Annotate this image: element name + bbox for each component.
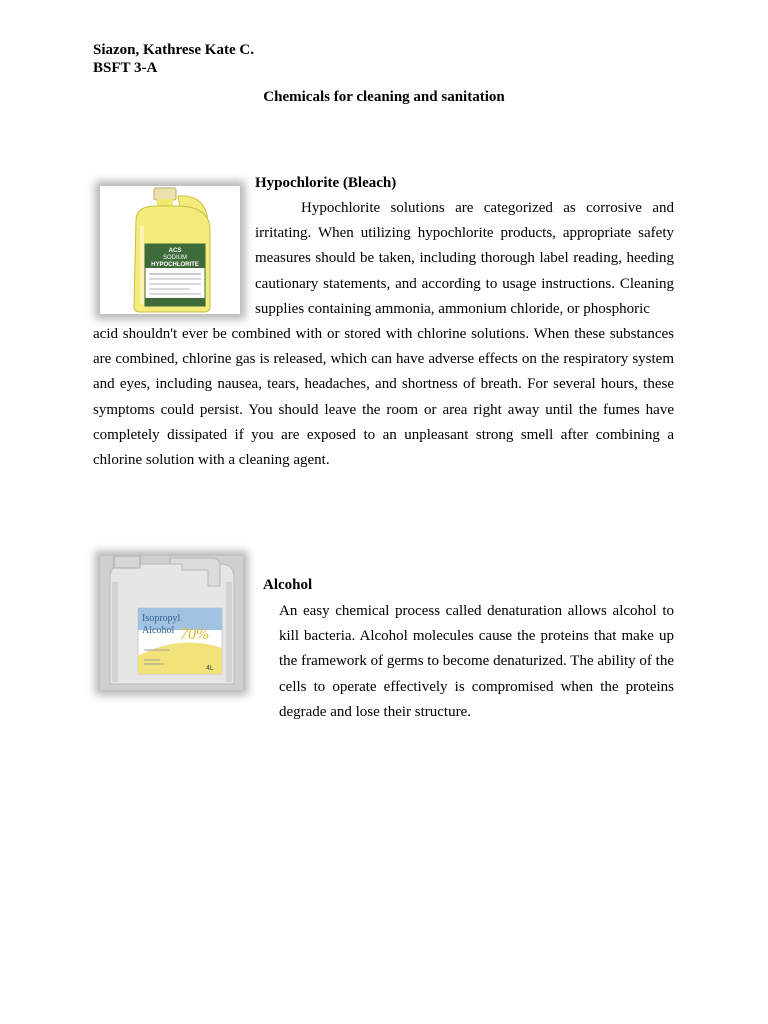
document-title: Chemicals for cleaning and sanitation	[263, 89, 505, 105]
bleach-bottle-illustration	[100, 186, 240, 314]
hypochlorite-paragraph-part1: Hypochlorite solutions are categorized as corrosive and irritating. When utilizing hypochlorite products, appropriate safety measures should be taken, including thorough label reading, heeding cautionary statements, and according to usage instructions. Cleaning supplies containing ammonia, ammonium chloride, or phosphoric	[255, 200, 674, 317]
alcohol-label-volume: 4L	[206, 665, 214, 672]
alcohol-label-percent: 70%	[180, 626, 210, 643]
alcohol-jug-image	[100, 556, 243, 690]
class-section: BSFT 3-A	[93, 60, 158, 76]
alcohol-paragraph: An easy chemical process called denaturation allows alcohol to kill bacteria. Alcohol molecules cause the proteins that make up the framework of germs to become denaturized. The ability of the cells to operate effectively is compromised when the proteins degrade and lose their structure.	[279, 603, 674, 720]
author-name: Siazon, Kathrese Kate C.	[93, 42, 254, 58]
bleach-label-brand: ACS	[168, 248, 182, 254]
alcohol-label-line2: Alcohol	[142, 625, 175, 636]
bleach-label-line1: SODIUM	[163, 255, 187, 261]
section-heading-hypochlorite: Hypochlorite (Bleach)	[255, 175, 397, 191]
hypochlorite-paragraph-part2: acid shouldn't ever be combined with or stored with chlorine solutions. When these substances are combined, chlorine gas is released, which can have adverse effects on the respiratory system and eyes, including nausea, tears, headaches, and shortness of breath. For several hours, these symptoms could persist. You should leave the room or area right away until the fumes have completely dissipated if you are exposed to an unpleasant strong smell after combining a chlorine solution with a cleaning agent.	[93, 326, 674, 469]
alcohol-label-line1: Isopropyl	[142, 613, 181, 624]
bleach-label-line2: HYPOCHLORITE	[151, 262, 199, 268]
bleach-bottle-image	[100, 186, 240, 314]
section-heading-alcohol: Alcohol	[263, 577, 313, 593]
alcohol-jug-illustration	[100, 556, 243, 690]
